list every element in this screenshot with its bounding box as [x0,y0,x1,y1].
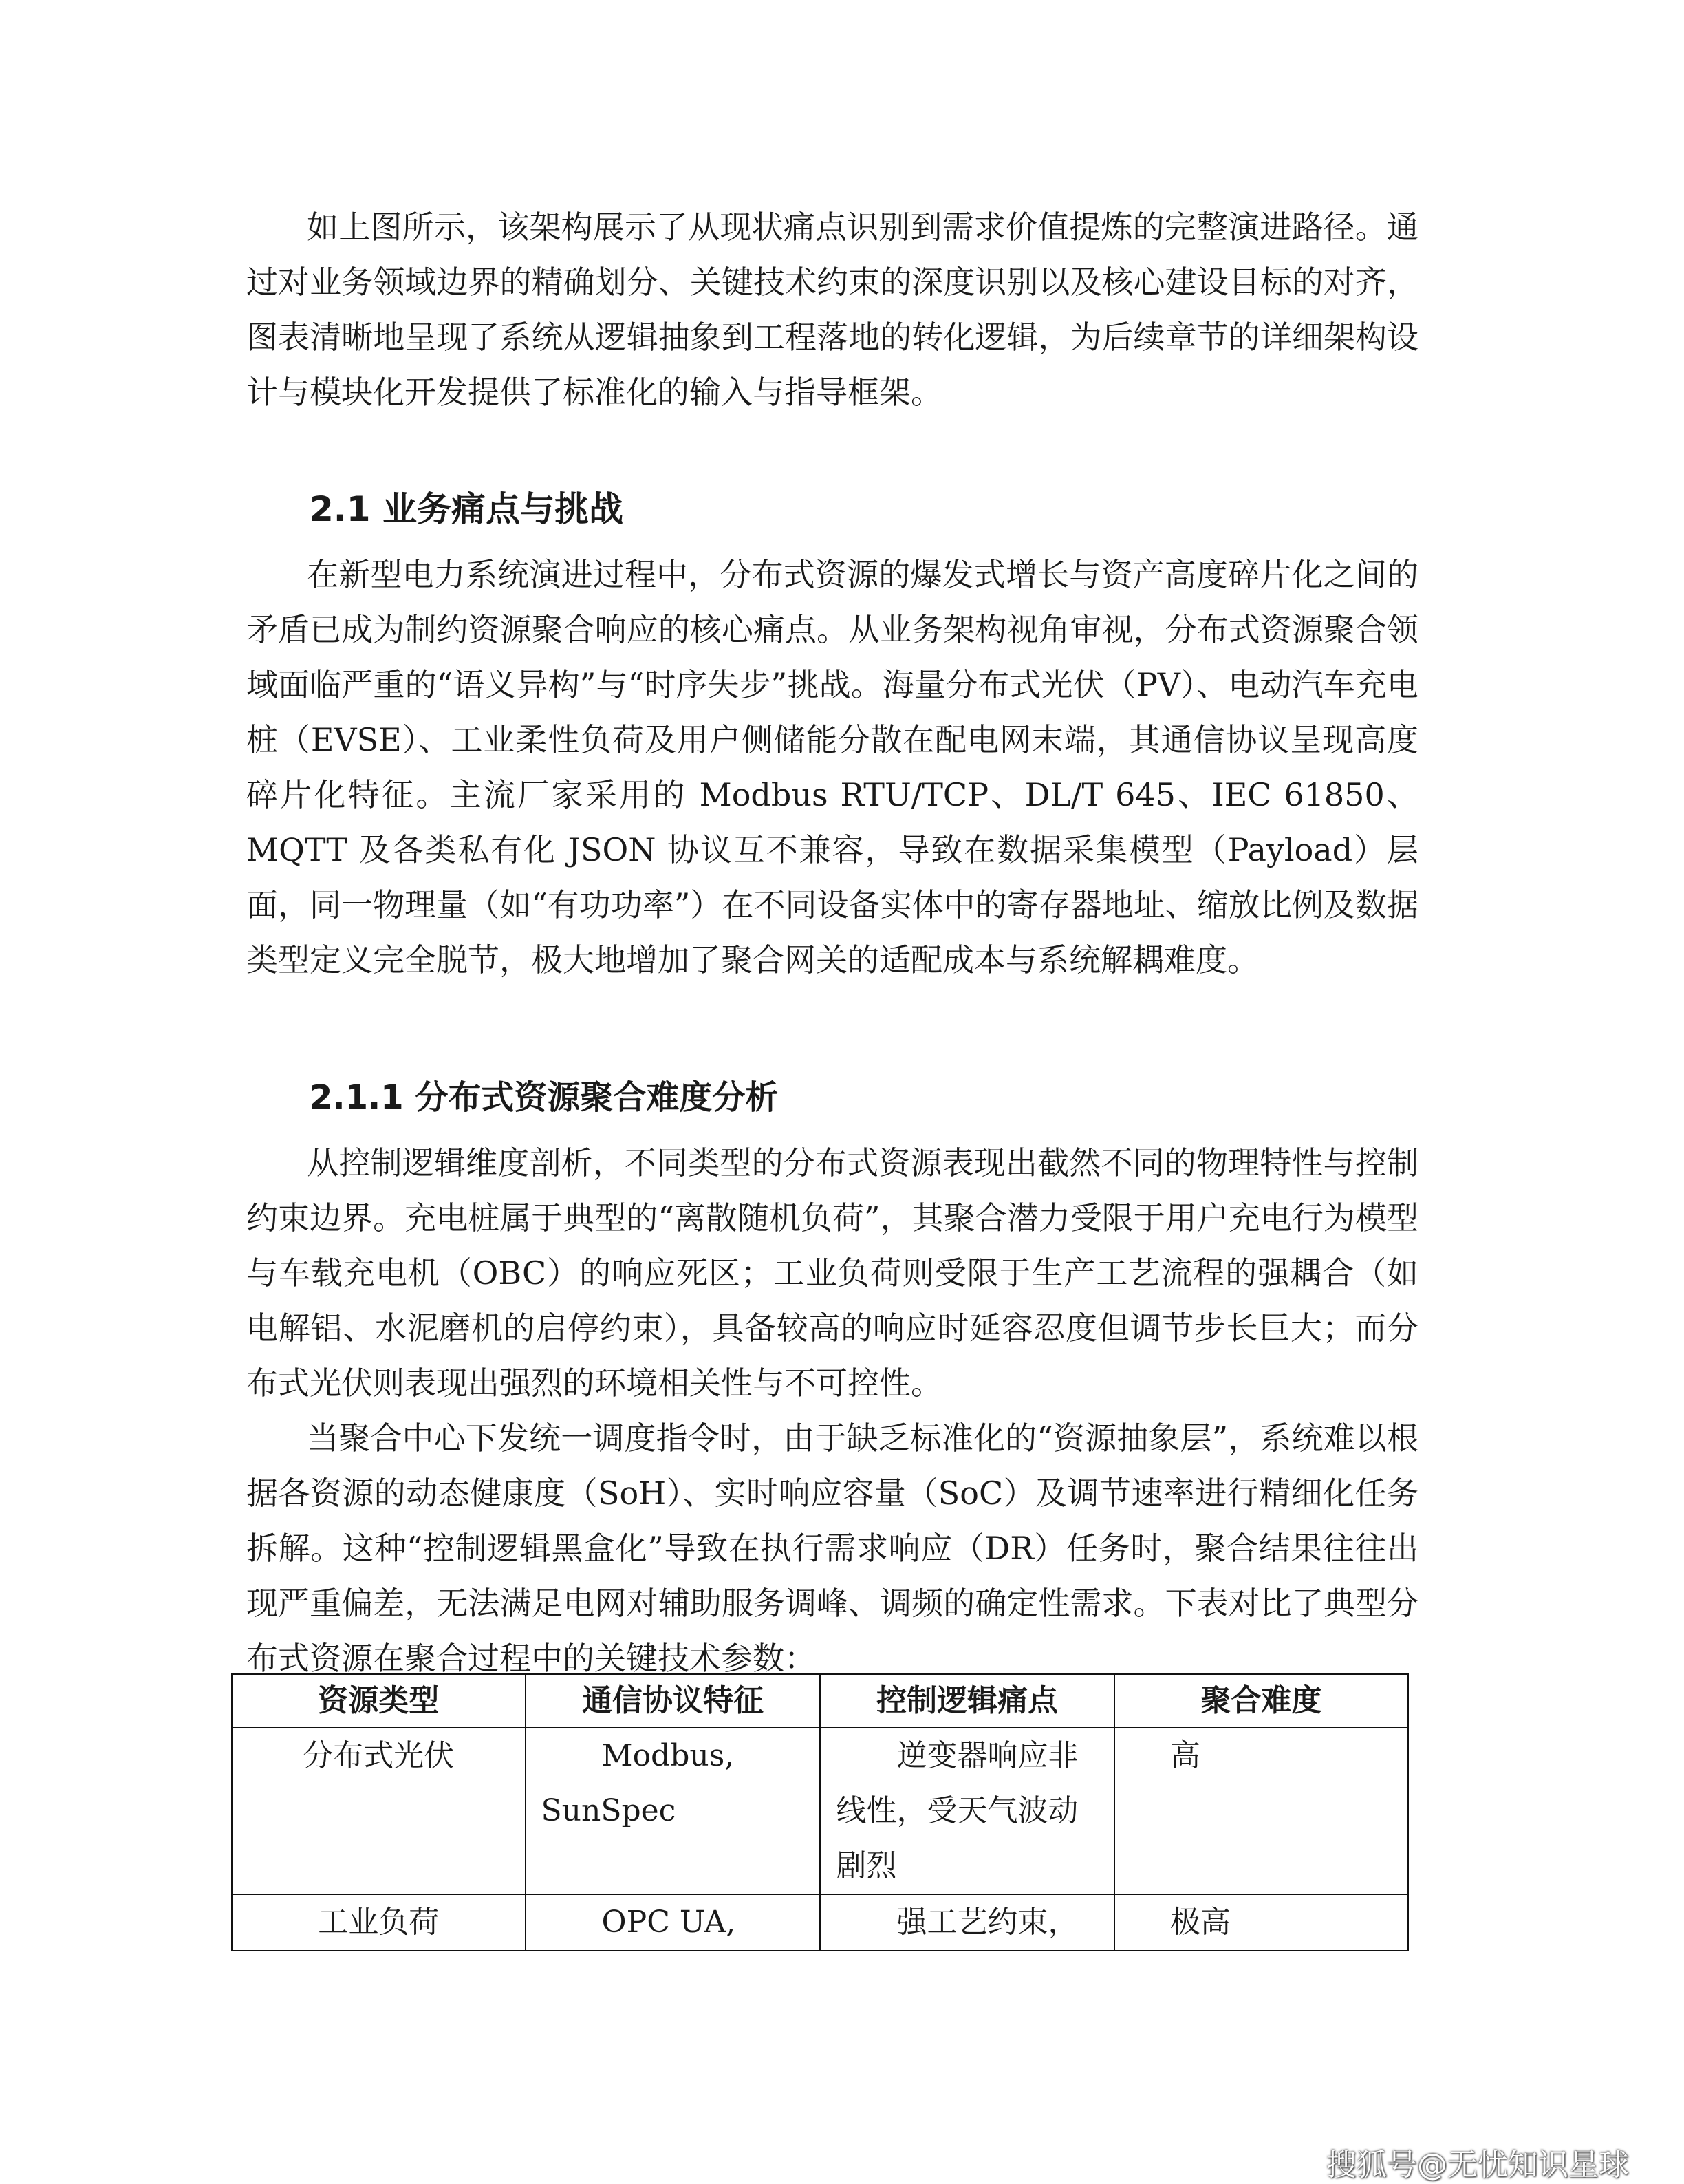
table-cell: OPC UA, [526,1894,821,1951]
table-header-cell: 通信协议特征 [526,1674,821,1728]
paragraph-aggregation-text: 当聚合中心下发统一调度指令时，由于缺乏标准化的“资源抽象层”，系统难以根据各资源的动态健康度（SoH）、实时响应容量（SoC）及调节速率进行精细化任务拆解。这种“控制逻辑黑盒化”导致在执行需求响应（DR）任务时，聚合结果往往出现严重偏差，无法满足电网对辅助服务调峰、调频的确定性需求。下表对比了典型分布式资源在聚合过程中的关键技术参数： [246,1420,1418,1677]
paragraph-control-logic [246,1135,1418,1411]
table-header-cell: 聚合难度 [1114,1674,1408,1728]
table-cell: 高 [1114,1728,1408,1894]
table-cell: 分布式光伏 [232,1728,526,1894]
section-heading-2-1-1: 2.1.1 分布式资源聚合难度分析 [310,1078,779,1117]
section-heading-2-1: 2.1 业务痛点与挑战 [310,489,623,529]
table-header-row [232,1674,1408,1728]
table-header-cell: 控制逻辑痛点 [820,1674,1114,1728]
table-row [232,1728,1408,1894]
paragraph-control-logic-text: 从控制逻辑维度剖析，不同类型的分布式资源表现出截然不同的物理特性与控制约束边界。充电桩属于典型的“离散随机负荷”，其聚合潜力受限于用户充电行为模型与车载充电机（OBC）的响应死区；工业负荷则受限于生产工艺流程的强耦合（如电解铝、水泥磨机的启停约束），具备较高的响应时延容忍度但调节步长巨大；而分布式光伏则表现出强烈的环境相关性与不可控性。 [246,1144,1418,1402]
table-cell: 逆变器响应非线性，受天气波动剧烈 [820,1728,1114,1894]
table-row [232,1894,1408,1951]
table-cell: 极高 [1114,1894,1408,1951]
table-header-cell: 资源类型 [232,1674,526,1728]
table-cell: 工业负荷 [232,1894,526,1951]
watermark: 搜狐号@无忧知识星球 [1326,2148,1629,2183]
paragraph-intro-text: 如上图所示，该架构展示了从现状痛点识别到需求价值提炼的完整演进路径。通过对业务领域边界的精确划分、关键技术约束的深度识别以及核心建设目标的对齐，图表清晰地呈现了系统从逻辑抽象到工程落地的转化逻辑，为后续章节的详细架构设计与模块化开发提供了标准化的输入与指导框架。 [246,208,1418,411]
paragraph-pain-points [246,547,1418,987]
table-cell: Modbus, SunSpec [526,1728,821,1894]
paragraph-aggregation [246,1411,1418,1686]
paragraph-intro [246,200,1418,420]
paragraph-pain-points-text: 在新型电力系统演进过程中，分布式资源的爆发式增长与资产高度碎片化之间的矛盾已成为制约资源聚合响应的核心痛点。从业务架构视角审视，分布式资源聚合领域面临严重的“语义异构”与“时序失步”挑战。海量分布式光伏（PV）、电动汽车充电桩（EVSE）、工业柔性负荷及用户侧储能分散在配电网末端，其通信协议呈现高度碎片化特征。主流厂家采用的 Modbus RTU/TCP、DL/T 645、IEC 61850、MQTT 及各类私有化 JSON 协议互不兼容，导致在数据采集模型（Payload）层面，同一物理量（如“有功功率”）在不同设备实体中的寄存器地址、缩放比例及数据类型定义完全脱节，极大地增加了聚合网关的适配成本与系统解耦难度。 [246,556,1418,978]
table-cell: 强工艺约束， [820,1894,1114,1951]
resource-parameter-table [231,1673,1409,1951]
